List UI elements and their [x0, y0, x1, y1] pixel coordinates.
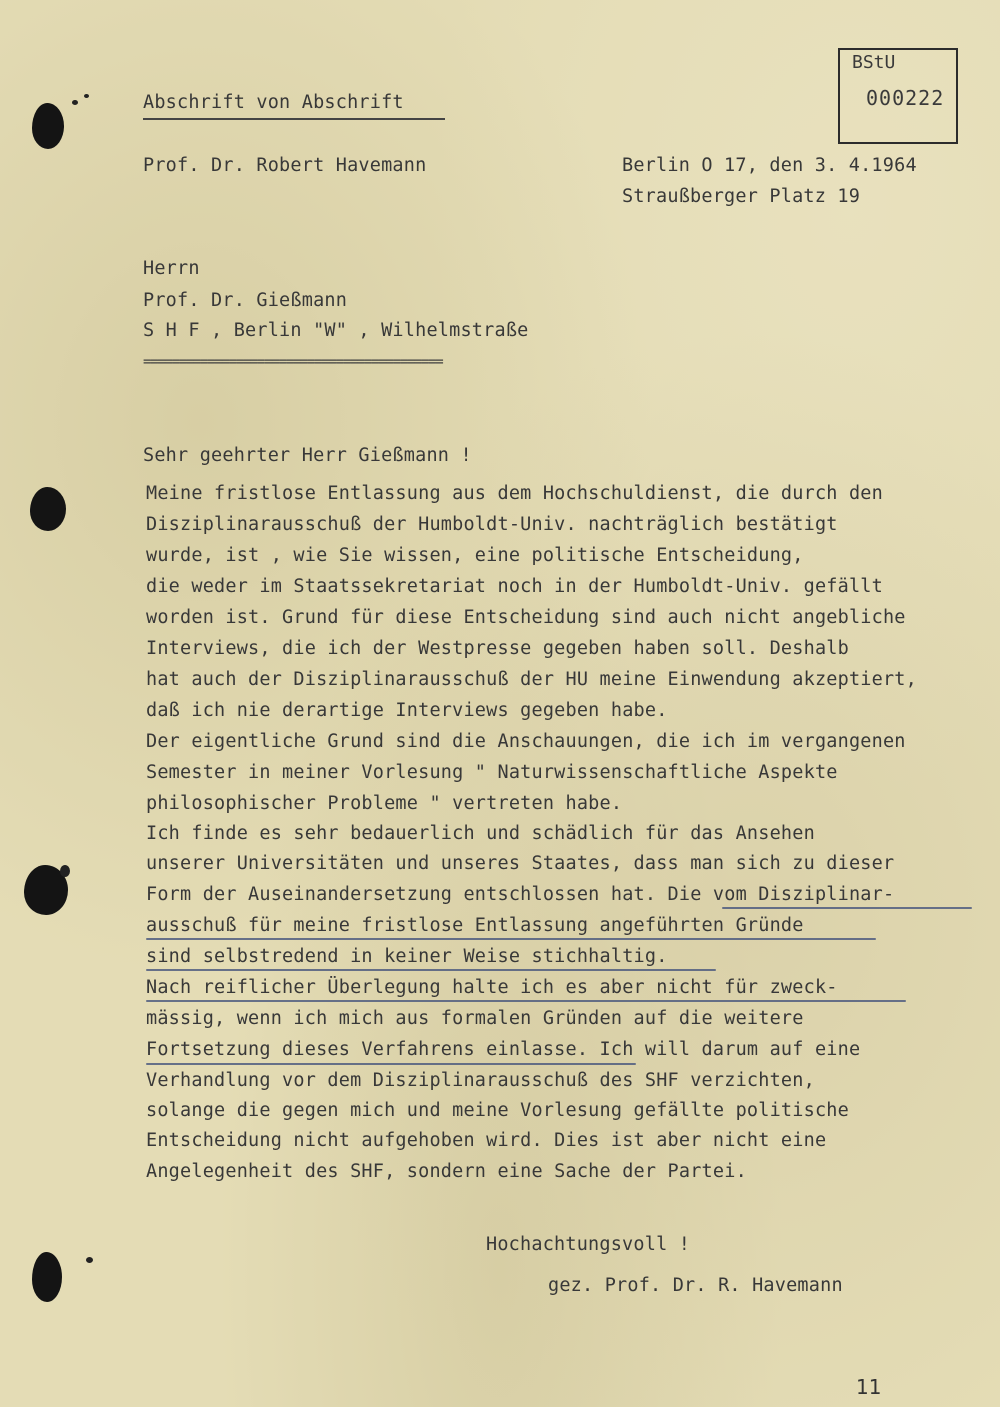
signature: gez. Prof. Dr. R. Havemann — [548, 1275, 843, 1296]
ink-speck — [72, 100, 78, 105]
recipient-line-2: Prof. Dr. Gießmann — [143, 290, 348, 311]
body-line: Angelegenheit des SHF, sondern eine Sache der Partei. — [146, 1161, 747, 1182]
body-line: worden ist. Grund für diese Entscheidung sind auch nicht angebliche — [146, 607, 906, 628]
sender-name: Prof. Dr. Robert Havemann — [143, 155, 427, 176]
closing: Hochachtungsvoll ! — [486, 1234, 691, 1255]
punch-hole-1 — [32, 103, 64, 149]
body-line: Fortsetzung dieses Verfahrens einlasse. Ich will darum auf eine — [146, 1039, 861, 1060]
body-line: Nach reiflicher Überlegung halte ich es aber nicht für zweck- — [146, 977, 838, 998]
header-underline — [143, 118, 445, 120]
body-line: Interviews, die ich der Westpresse gegeben haben soll. Deshalb — [146, 638, 849, 659]
body-line: Der eigentliche Grund sind die Anschauungen, die ich im vergangenen — [146, 731, 906, 752]
body-line: daß ich nie derartige Interviews gegeben habe. — [146, 700, 668, 721]
body-line: philosophischer Probleme " vertreten habe. — [146, 793, 623, 814]
page-mark: 11 — [856, 1375, 882, 1399]
stamp-number: 000222 — [866, 86, 945, 110]
body-line: Disziplinarausschuß der Humboldt-Univ. nachträglich bestätigt — [146, 514, 838, 535]
body-line: Verhandlung vor dem Disziplinarausschuß des SHF verzichten, — [146, 1070, 815, 1091]
body-line: mässig, wenn ich mich aus formalen Gründen auf die weitere — [146, 1008, 804, 1029]
ink-speck — [84, 94, 89, 98]
punch-hole-4 — [32, 1252, 62, 1302]
pen-underline — [146, 938, 876, 940]
body-line: Semester in meiner Vorlesung " Naturwissenschaftliche Aspekte — [146, 762, 838, 783]
pen-underline — [722, 907, 972, 909]
body-line: hat auch der Disziplinarausschuß der HU meine Einwendung akzeptiert, — [146, 669, 917, 690]
ink-speck — [60, 865, 70, 877]
body-line: Entscheidung nicht aufgehoben wird. Dies ist aber nicht eine — [146, 1130, 827, 1151]
body-line: solange die gegen mich und meine Vorlesung gefällte politische — [146, 1100, 849, 1121]
pen-underline — [146, 1000, 906, 1002]
body-line: ausschuß für meine fristlose Entlassung angeführten Gründe — [146, 915, 804, 936]
body-line: Meine fristlose Entlassung aus dem Hochschuldienst, die durch den — [146, 483, 883, 504]
stamp-label: BStU — [852, 52, 896, 73]
place-date: Berlin O 17, den 3. 4.1964 — [622, 155, 917, 176]
punch-hole-2 — [30, 487, 66, 531]
body-line: die weder im Staatssekretariat noch in der Humboldt-Univ. gefällt — [146, 576, 883, 597]
recipient-line-3: S H F , Berlin "W" , Wilhelmstraße — [143, 320, 529, 341]
salutation: Sehr geehrter Herr Gießmann ! — [143, 445, 472, 466]
document-header: Abschrift von Abschrift — [143, 92, 404, 113]
pen-underline — [146, 969, 716, 971]
body-line: Ich finde es sehr bedauerlich und schädlich für das Ansehen — [146, 823, 815, 844]
body-line: wurde, ist , wie Sie wissen, eine politische Entscheidung, — [146, 545, 804, 566]
recipient-separator: ========================================== — [143, 354, 443, 370]
body-line: Form der Auseinandersetzung entschlossen hat. Die vom Disziplinar- — [146, 884, 895, 905]
body-line: unserer Universitäten und unseres Staates, dass man sich zu dieser — [146, 853, 895, 874]
recipient-line-1: Herrn — [143, 258, 200, 279]
sender-address: Straußberger Platz 19 — [622, 186, 861, 207]
body-line: sind selbstredend in keiner Weise stichhaltig. — [146, 946, 668, 967]
ink-speck — [86, 1257, 93, 1263]
pen-underline — [146, 1063, 636, 1065]
